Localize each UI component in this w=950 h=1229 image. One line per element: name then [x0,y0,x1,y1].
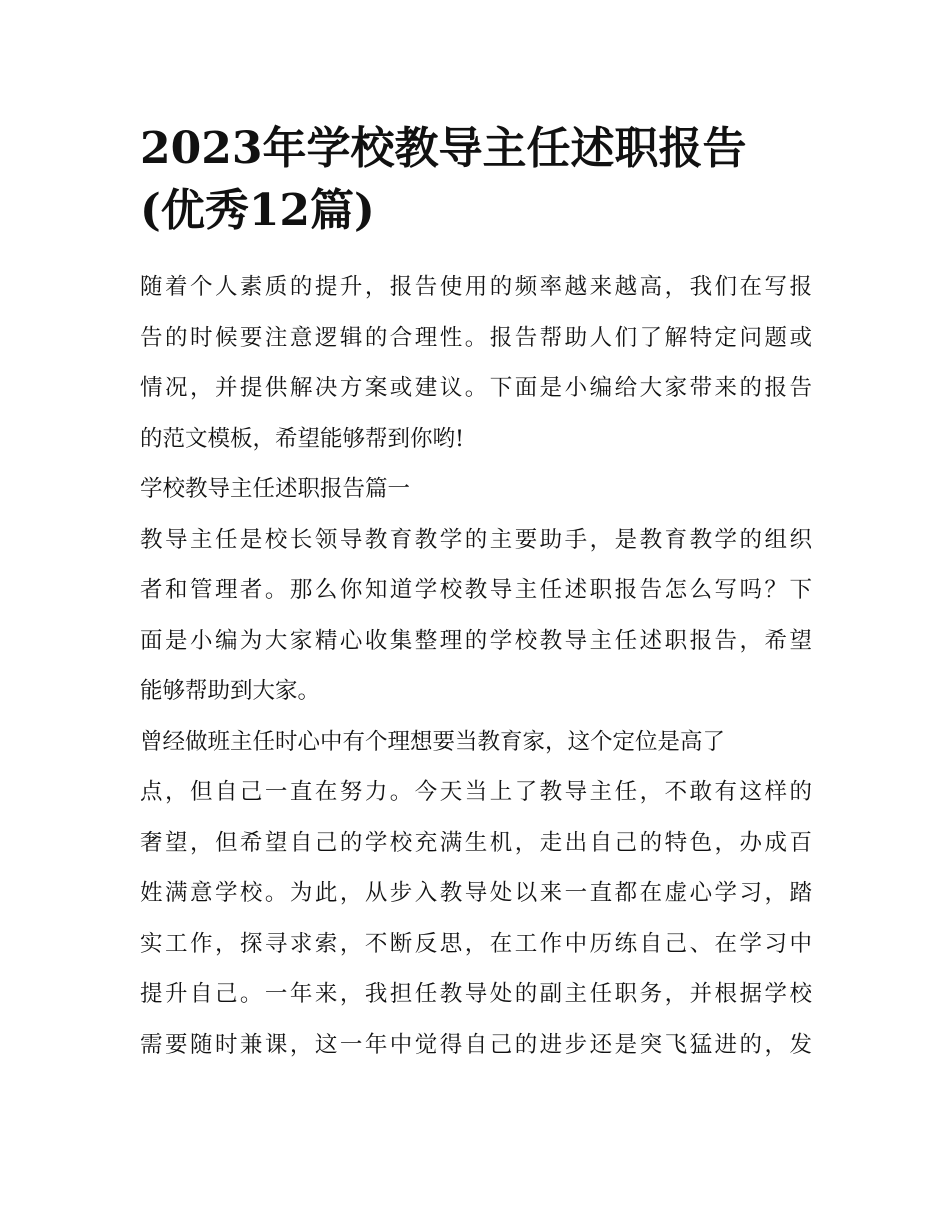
text-line: 需要随时兼课，这一年中觉得自己的进步还是突飞猛进的，发 [140,1031,812,1058]
paragraph-1 [140,515,812,717]
title-line: 2023年学校教导主任述职报告 [140,123,747,174]
text-line: 能够帮助到大家。 [140,678,321,704]
intro-paragraph [140,262,812,464]
text-line: 者和管理者。那么你知道学校教导主任述职报告怎么写吗？下 [140,577,812,603]
text-line: 随着个人素质的提升，报告使用的频率越来越高，我们在写报 [140,274,812,300]
section-heading: 学校教导主任述职报告篇一 [140,476,411,502]
document-page [140,118,812,1070]
text-line: 教导主任是校长领导教育教学的主要助手，是教育教学的组织 [140,526,812,553]
text-line: 情况，并提供解决方案或建议。下面是小编给大家带来的报告 [140,375,812,401]
document-body [140,262,812,1070]
text-line: 的范文模板，希望能够帮到你哟! [140,425,465,452]
paragraph-2 [140,717,812,1071]
title-line: (优秀12篇) [140,185,375,236]
text-line: 曾经做班主任时心中有个理想要当教育家，这个定位是高了 [140,728,726,755]
text-line: 奢望，但希望自己的学校充满生机，走出自己的特色，办成百 [140,829,812,856]
text-line: 提升自己。一年来，我担任教导处的副主任职务，并根据学校 [140,981,812,1007]
text-line: 面是小编为大家精心收集整理的学校教导主任述职报告，希望 [140,627,812,654]
text-line: 实工作，探寻求索，不断反思，在工作中历练自己、在学习中 [140,930,812,957]
text-line: 姓满意学校。为此，从步入教导处以来一直都在虚心学习，踏 [140,880,812,906]
text-line: 告的时候要注意逻辑的合理性。报告帮助人们了解特定问题或 [140,324,812,351]
document-title [140,118,812,242]
text-line: 点，但自己一直在努力。今天当上了教导主任，不敢有这样的 [140,779,812,805]
